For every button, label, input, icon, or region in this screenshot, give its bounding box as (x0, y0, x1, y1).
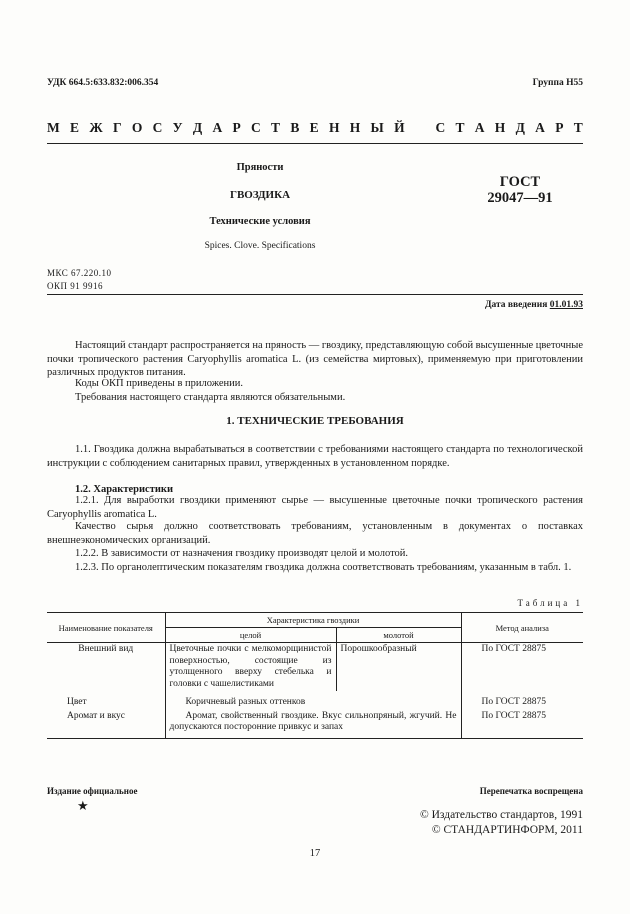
table-row (47, 691, 583, 710)
header-rule (47, 143, 583, 144)
row-whole: Цветочные почки с мелкоморщинистой поверхностью, состоящие из утолщенного вверху стебелька и головки с чашелистиками (165, 643, 336, 692)
row-method: По ГОСТ 28875 (461, 710, 583, 739)
group-code: Группа Н55 (532, 78, 583, 88)
banner-letter: Н (328, 120, 340, 135)
category-title: Пряности (236, 162, 284, 173)
paragraph-okp: Коды ОКП приведены в приложении. (75, 378, 244, 389)
header-whole: целой (165, 628, 336, 643)
paragraph-scope: Настоящий стандарт распространяется на пряность — гвоздику, представляющую собой высушенные цветочные почки тропического растения Caryophyllis aromatica L. (из семейства миртовых), применяемую при приготовлении различных продуктов питания. (47, 340, 584, 378)
banner-letter: А (474, 120, 485, 135)
row-name: Цвет (67, 697, 87, 707)
header-indicator: Наименование показателя (47, 613, 165, 643)
subtitle: Технические условия (209, 216, 311, 227)
paragraph-mandatory: Требования настоящего стандарта являются обязательными. (75, 392, 346, 403)
product-title: ГВОЗДИКА (229, 189, 291, 201)
header-method: Метод анализа (461, 613, 583, 643)
okp-code: ОКП 91 9916 (47, 281, 104, 291)
banner-letter: Д (192, 120, 203, 135)
header-ground: молотой (336, 628, 461, 643)
intro-date-value: 01.01.93 (549, 300, 583, 310)
row-name: Аромат и вкус (47, 710, 165, 739)
organoleptic-table (47, 612, 583, 739)
banner-letter: А (535, 120, 545, 135)
banner-letter: Й (394, 120, 405, 135)
banner-letter: Р (555, 120, 564, 135)
copyright-1991: © Издательство стандартов, 1991 (419, 809, 583, 821)
classification-codes (47, 267, 112, 293)
banner-letter: Т (573, 120, 583, 135)
reprint-notice: Перепечатка воспрещена (479, 786, 583, 796)
standard-banner (47, 120, 583, 136)
banner-letter: Ы (370, 120, 384, 135)
copyright (420, 808, 583, 838)
row-name: Внешний вид (78, 644, 134, 654)
row-method: По ГОСТ 28875 (461, 643, 583, 692)
gost-label: ГОСТ (499, 174, 541, 190)
clause-1-1: 1.1. Гвоздика должна вырабатываться в соответствии с требованиями настоящего стандарта по технологической инструкции с соблюдением санитарных правил, утвержденных в установленном порядке. (47, 444, 583, 469)
udk-code: УДК 664.5:633.832:006.354 (47, 78, 159, 88)
official-edition: Издание официальное (47, 786, 138, 796)
banner-letter: Н (494, 120, 506, 135)
row-merged: Аромат, свойственный гвоздике. Вкус сильнопряный, жгучий. Не допускаются посторонние привкус и запах (165, 710, 461, 739)
english-title: Spices. Clove. Specifications (204, 241, 316, 251)
clause-1-2-1-quality: Качество сырья должно соответствовать требованиям, установленным в документах о поставках внешнеэкономических организаций. (47, 521, 583, 546)
table-row (47, 643, 583, 692)
clause-1-2-3: 1.2.3. По органолептическим показателям гвоздика должна соответствовать требованиям, указанным в табл. 1. (75, 562, 572, 573)
banner-letter: Ж (89, 120, 103, 135)
intro-date (485, 300, 583, 310)
banner-letter: С (251, 120, 261, 135)
banner-letter: М (47, 120, 60, 135)
clause-1-2-2: 1.2.2. В зависимости от назначения гвоздику производят целой и молотой. (75, 548, 409, 559)
banner-letter: С (152, 120, 163, 135)
banner-letter: Е (309, 120, 319, 135)
gost-number (470, 174, 570, 206)
header-characteristic: Характеристика гвоздики (165, 613, 461, 628)
row-merged: Коричневый разных оттенков (165, 691, 461, 710)
banner-letter: А (212, 120, 223, 135)
banner-letter: У (172, 120, 183, 135)
star-icon: ★ (77, 798, 89, 813)
banner-letter: Д (515, 120, 525, 135)
row-method: По ГОСТ 28875 (461, 691, 583, 710)
banner-letter: О (131, 120, 143, 135)
codes-rule (47, 294, 583, 295)
table-row (47, 710, 583, 739)
section-title: 1. ТЕХНИЧЕСКИЕ ТРЕБОВАНИЯ (226, 415, 404, 427)
banner-letter: Г (112, 120, 122, 135)
banner-letter: Н (349, 120, 361, 135)
banner-letter: Е (70, 120, 80, 135)
page-number: 17 (309, 848, 321, 859)
banner-letter: Т (271, 120, 281, 135)
banner-letter: С (435, 120, 446, 135)
gost-code: 29047—91 (487, 190, 553, 206)
clause-1-2: 1.2. Характеристики (75, 484, 174, 495)
clause-1-2-1: 1.2.1. Для выработки гвоздики применяют сырье — высушенные цветочные почки тропического растения Caryophyllis aromatica L. (47, 495, 583, 520)
copyright-2011: © СТАНДАРТИНФОРМ, 2011 (431, 824, 583, 836)
row-ground: Порошкообразный (336, 643, 461, 692)
intro-date-label: Дата введения (484, 300, 548, 310)
banner-letter: Р (232, 120, 241, 135)
mks-code: МКС 67.220.10 (47, 268, 112, 278)
banner-letter: Т (455, 120, 465, 135)
table-caption: Таблица 1 (517, 598, 583, 608)
banner-letter: В (290, 120, 300, 135)
